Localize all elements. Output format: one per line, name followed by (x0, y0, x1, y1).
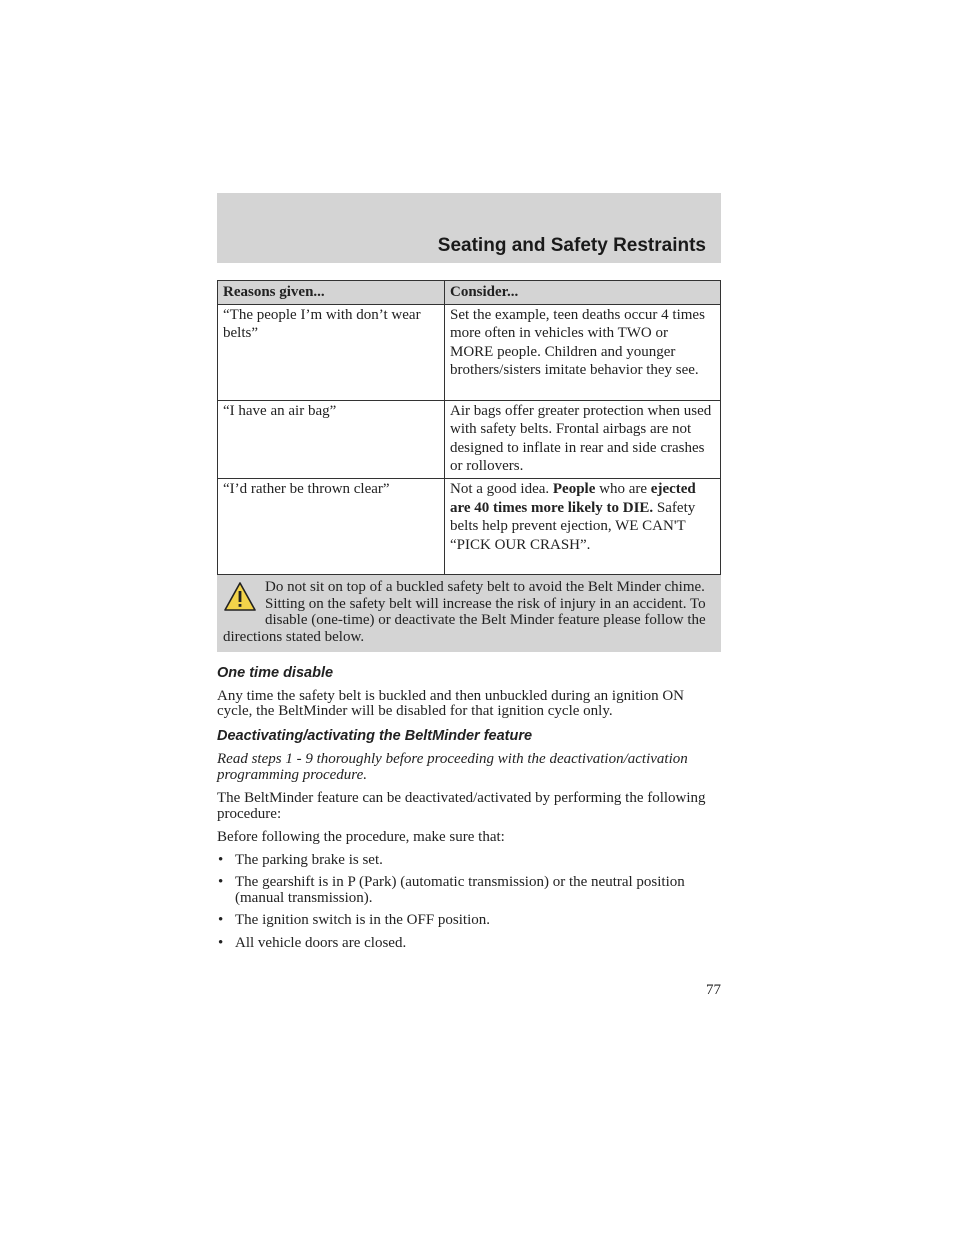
table-row (218, 478, 721, 574)
consider-cell: Air bags offer greater protection when used with safety belts. Frontal airbags are not designed to inflate in rear and side crashes or rollovers. (445, 400, 721, 478)
reason-cell: “I’d rather be thrown clear” (218, 478, 445, 574)
consider-text: who are (595, 480, 651, 497)
page-title: Seating and Safety Restraints (437, 235, 706, 256)
list-item: • The gearshift is in P (Park) (automatic transmission) or the neutral position (manual transmission). (217, 875, 721, 906)
header-band (217, 193, 721, 263)
list-item: • The ignition switch is in the OFF position. (217, 913, 721, 929)
column-header-consider: Consider... (445, 281, 721, 305)
table-header-row (218, 281, 721, 305)
requirements-list (217, 853, 721, 952)
list-item: • All vehicle doors are closed. (217, 936, 721, 952)
table-row (218, 304, 721, 400)
consider-cell (445, 478, 721, 574)
one-time-disable-heading: One time disable (217, 665, 334, 681)
deactivating-heading: Deactivating/activating the BeltMinder feature (217, 727, 533, 744)
table-row (218, 400, 721, 478)
one-time-disable-text: Any time the safety belt is buckled and then unbuckled during an ignition ON cycle, the BeltMinder will be disabled for that ignition cycle only. (217, 687, 684, 719)
page-number: 77 (706, 982, 721, 998)
column-header-reasons: Reasons given... (218, 281, 445, 305)
list-item: • The parking brake is set. (217, 853, 721, 869)
reason-cell: “I have an air bag” (218, 400, 445, 478)
consider-emphasis: People (552, 480, 596, 497)
reasons-table (217, 280, 721, 575)
warning-box (217, 575, 721, 652)
consider-cell: Set the example, teen deaths occur 4 times more often in vehicles with TWO or MORE people. Children and younger brothers/sisters imitate behavior they see. (445, 304, 721, 400)
consider-text: Not a good idea. (450, 480, 553, 497)
before-text: Before following the procedure, make sure that: (217, 829, 505, 845)
main-content (217, 666, 721, 958)
read-steps-text: Read steps 1 - 9 thoroughly before proceeding with the deactivation/activation programming procedure. (217, 751, 688, 783)
consider-emphasis: ejected are 40 times more likely to DIE. (450, 480, 696, 516)
warning-text: Do not sit on top of a buckled safety belt to avoid the Belt Minder chime. Sitting on the safety belt will increase the risk of injury in an accident. To disable (one-time) or deactivate the Belt Minder feature please follow the directions stated below. (223, 579, 706, 645)
feature-text: The BeltMinder feature can be deactivated/activated by performing the following procedure: (217, 790, 706, 822)
reason-cell: “The people I’m with don’t wear belts” (218, 304, 445, 400)
warning-triangle-icon (223, 581, 257, 613)
consider-text: Safety belts help prevent ejection, WE CAN'T “PICK OUR CRASH”. (450, 499, 696, 553)
